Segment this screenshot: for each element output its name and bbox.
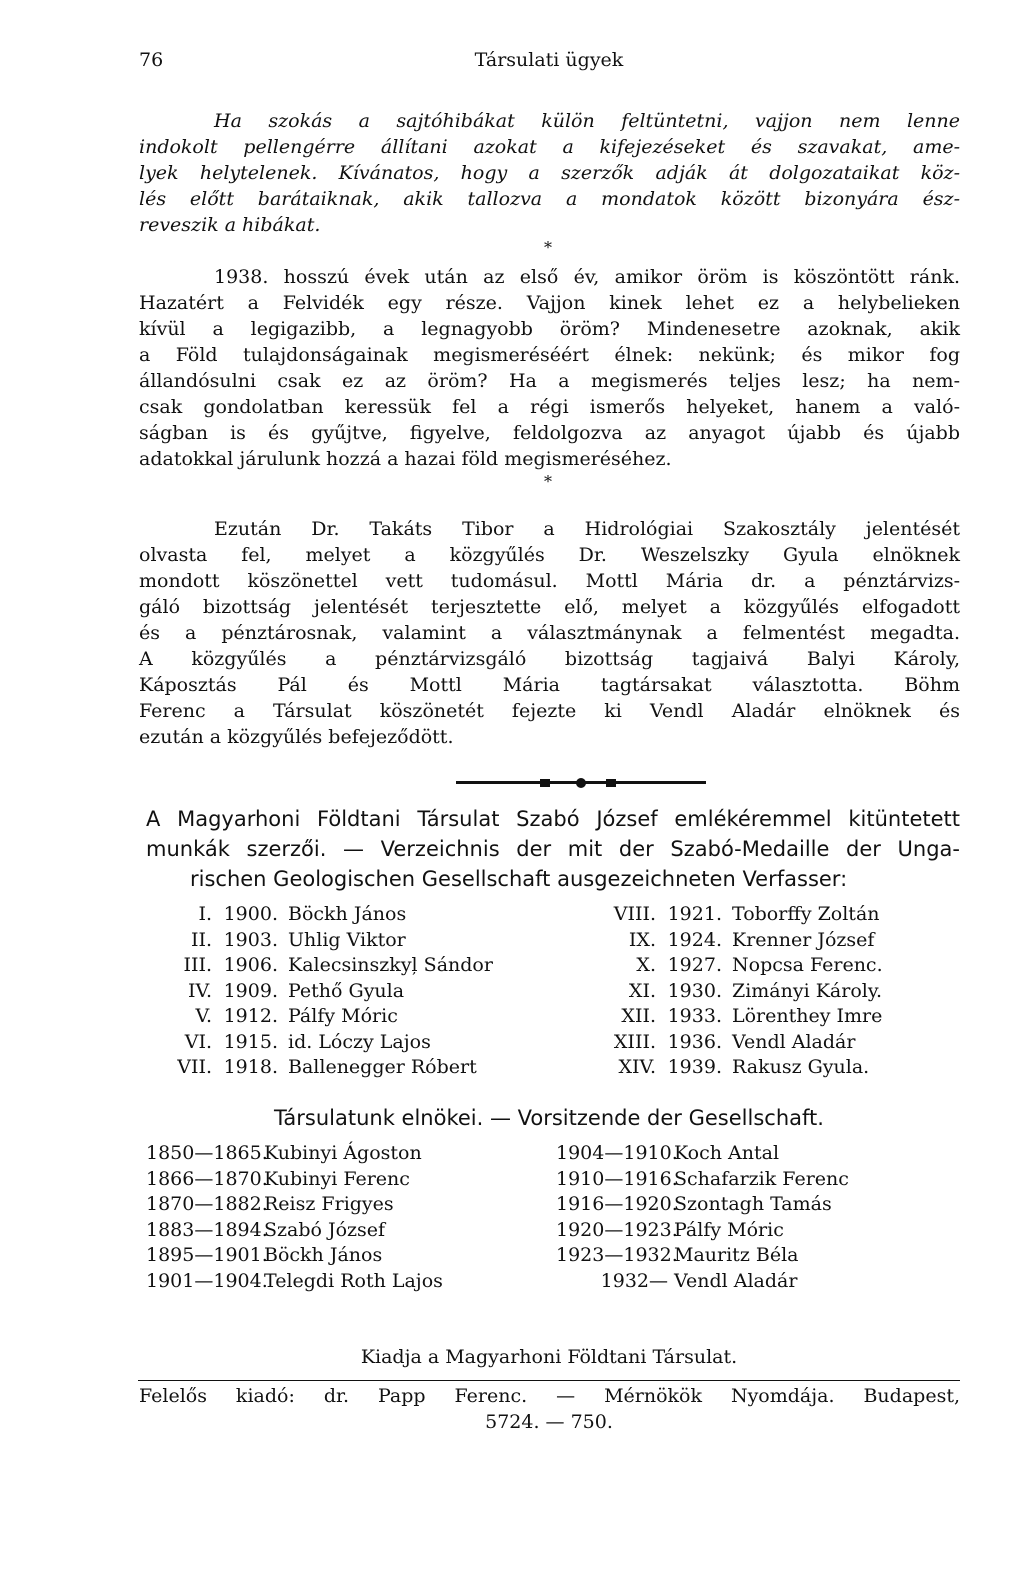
awardee-row [168, 952, 493, 978]
president-row [556, 1268, 797, 1294]
awardee-row [168, 1029, 431, 1055]
paragraph-line: olvasta fel, melyet a közgyűlés Dr. Weszelszky Gyula elnöknek [139, 544, 960, 566]
heading-line: A Magyarhoni Földtani Társulat Szabó József emlékéremmel kitüntetett [146, 807, 960, 831]
president-name: Böckh János [264, 1244, 383, 1266]
section-separator: * [544, 472, 552, 491]
awardee-name: Ballenegger Róbert [288, 1056, 477, 1078]
paragraph-line: adatokkal járulunk hozzá a hazai föld megismeréséhez. [139, 448, 672, 470]
term-years: 1850—1865. [146, 1142, 268, 1164]
roman-numeral: XII. [621, 1005, 656, 1027]
term-years: 1920—1923. [556, 1218, 678, 1241]
awardee-row [168, 978, 404, 1004]
president-name: Pálfy Móric [674, 1218, 784, 1241]
responsible-publisher-line: Felelős kiadó: dr. Papp Ferenc. — Mérnökök Nyomdája. Budapest, [139, 1385, 960, 1407]
paragraph-line: 1938. hosszú évek után az első év, amikor öröm is köszöntött ránk. [214, 266, 960, 288]
awardee-name: Toborffy Zoltán [732, 903, 880, 925]
roman-numeral: VI. [184, 1030, 212, 1053]
running-title: Társulati ügyek [474, 49, 624, 71]
award-year: 1930. [667, 979, 722, 1002]
term-years: 1904—1910. [556, 1142, 678, 1164]
paragraph-line: indokolt pellengérre állítani azokat a kifejezéseket és szavakat, ame- [139, 136, 960, 158]
president-row [556, 1140, 779, 1166]
president-row [556, 1217, 784, 1243]
awardee-name: id. Lóczy Lajos [288, 1030, 431, 1053]
awardee-row [598, 1054, 869, 1080]
president-name: Kubinyi Ferenc [264, 1167, 410, 1190]
awardee-row [598, 927, 874, 953]
president-row [556, 1242, 798, 1268]
president-row [146, 1242, 382, 1268]
president-name: Schafarzik Ferenc [674, 1167, 849, 1190]
awardee-row [598, 1003, 882, 1029]
footer-rule [138, 1380, 960, 1381]
heading-line: rischen Geologischen Gesellschaft ausgezeichneten Verfasser: [190, 867, 848, 891]
roman-numeral: V. [195, 1005, 212, 1027]
term-years: 1895—1901. [146, 1244, 268, 1266]
term-years: 1883—1894. [146, 1218, 268, 1241]
awardee-name: Lörenthey Imre [732, 1005, 883, 1027]
award-year: 1915. [223, 1030, 278, 1053]
award-year: 1918. [223, 1056, 278, 1078]
award-year: 1939. [667, 1056, 722, 1078]
award-year: 1936. [667, 1030, 722, 1053]
roman-numeral: IV. [188, 979, 212, 1002]
term-years: 1916—1920. [556, 1193, 678, 1215]
awardee-name: Pálfy Móric [288, 1005, 398, 1027]
paragraph-line: lyek helytelenek. Kívánatos, hogy a szerzők adják át dolgozataikat köz- [139, 162, 960, 184]
paragraph-line: és a pénztárosnak, valamint a választmánynak a felmentést megadta. [139, 622, 960, 644]
paragraph-line: a Föld tulajdonságainak megismeréséért élnek: nekünk; és mikor fog [139, 344, 960, 366]
paragraph-line: csak gondolatban keressük fel a régi ismerős helyeket, hanem a való- [139, 396, 960, 418]
award-year: 1903. [223, 928, 278, 951]
award-year: 1924. [667, 928, 722, 951]
awardee-name: Böckh János [288, 903, 407, 925]
roman-numeral: XIV. [618, 1056, 656, 1078]
presidents-heading: Társulatunk elnökei. — Vorsitzende der Gesellschaft. [274, 1106, 824, 1130]
president-row [556, 1166, 849, 1192]
awardee-name: Zimányi Károly. [732, 979, 883, 1002]
print-number: 5724. — 750. [485, 1411, 613, 1433]
paragraph-line: kívül a legigazibb, a legnagyobb öröm? Mindenesetre azoknak, akik [139, 318, 960, 340]
roman-numeral: VII. [177, 1056, 212, 1078]
awardee-name: Nopcsa Ferenc. [732, 954, 883, 976]
paragraph-line: ezután a közgyűlés befejeződött. [139, 726, 454, 748]
awardee-row [598, 1029, 855, 1055]
award-year: 1900. [223, 903, 278, 925]
page-number: 76 [139, 49, 164, 71]
awardee-row [598, 978, 882, 1004]
roman-numeral: XIII. [613, 1030, 656, 1053]
term-years: 1910—1916. [556, 1167, 678, 1190]
paragraph-line: Ezután Dr. Takáts Tibor a Hidrológiai Szakosztály jelentését [214, 518, 960, 540]
awardee-row [168, 927, 406, 953]
awardee-name: Uhlig Viktor [288, 928, 406, 951]
paragraph-line: Káposztás Pál és Mottl Mária tagtársakat választotta. Böhm [139, 674, 960, 696]
awardee-name: Krenner József [732, 928, 875, 951]
president-name: Koch Antal [674, 1142, 780, 1164]
awardee-row [168, 901, 406, 927]
president-row [146, 1140, 422, 1166]
awardee-name: Pethő Gyula [288, 979, 405, 1002]
president-row [146, 1268, 443, 1294]
award-year: 1927. [667, 954, 722, 976]
president-name: Szabó József [264, 1218, 386, 1241]
president-row [146, 1166, 410, 1192]
president-row [146, 1217, 385, 1243]
roman-numeral: III. [183, 954, 212, 976]
president-name: Reisz Frigyes [264, 1193, 394, 1215]
roman-numeral: XI. [628, 979, 656, 1002]
paragraph-line: A közgyűlés a pénztárvizsgáló bizottság tagjaivá Balyi Károly, [139, 648, 960, 670]
awardee-name: Rakusz Gyula. [732, 1056, 870, 1078]
paragraph-line: ságban is és gyűjtve, figyelve, feldolgozva az anyagot újabb és újabb [139, 422, 960, 444]
awardee-row [168, 1054, 477, 1080]
paragraph-line: reveszik a hibákat. [139, 214, 321, 236]
awardee-row [598, 952, 883, 978]
paragraph-line: Ha szokás a sajtóhibákat külön feltüntetni, vajjon nem lenne [214, 110, 960, 132]
award-year: 1909. [223, 979, 278, 1002]
term-years: 1923—1932. [556, 1244, 678, 1266]
roman-numeral: II. [190, 928, 212, 951]
president-name: Mauritz Béla [674, 1244, 799, 1266]
section-separator: * [544, 238, 552, 257]
paragraph-line: lés előtt barátaiknak, akik tallozva a mondatok között bizonyára ész- [139, 188, 960, 210]
ornament-divider [456, 776, 706, 790]
awardee-name: Kalecsinszkyļ Sándor [288, 954, 493, 976]
president-row [146, 1191, 394, 1217]
award-year: 1933. [667, 1005, 722, 1027]
award-year: 1906. [223, 954, 278, 976]
roman-numeral: VIII. [613, 903, 656, 925]
award-year: 1921. [667, 903, 722, 925]
roman-numeral: IX. [628, 928, 656, 951]
award-year: 1912. [223, 1005, 278, 1027]
roman-numeral: I. [198, 903, 212, 925]
term-years: 1932— [600, 1269, 668, 1292]
paragraph-line: mondott köszönettel vett tudomásul. Mottl Mária dr. a pénztárvizs- [139, 570, 960, 592]
heading-line: munkák szerzői. — Verzeichnis der mit der Szabó-Medaille der Unga- [146, 837, 960, 861]
roman-numeral: X. [636, 954, 656, 976]
paragraph-line: gáló bizottság jelentését terjesztette elő, melyet a közgyűlés elfogadott [139, 596, 960, 618]
paragraph-line: állandósulni csak ez az öröm? Ha a megismerés teljes lesz; ha nem- [139, 370, 960, 392]
paragraph-line: Hazatért a Felvidék egy része. Vajjon kinek lehet ez a helybelieken [139, 292, 960, 314]
president-name: Kubinyi Ágoston [264, 1142, 422, 1164]
president-name: Telegdi Roth Lajos [264, 1269, 443, 1292]
awardee-row [598, 901, 880, 927]
paragraph-line: Ferenc a Társulat köszönetét fejezte ki Vendl Aladár elnöknek és [139, 700, 960, 722]
term-years: 1866—1870. [146, 1167, 268, 1190]
term-years: 1870—1882. [146, 1193, 268, 1215]
publisher-line: Kiadja a Magyarhoni Földtani Társulat. [360, 1346, 738, 1368]
awardee-name: Vendl Aladár [732, 1030, 856, 1053]
awardee-row [168, 1003, 398, 1029]
president-name: Vendl Aladár [674, 1269, 798, 1292]
president-row [556, 1191, 832, 1217]
term-years: 1901—1904. [146, 1269, 268, 1292]
president-name: Szontagh Tamás [674, 1193, 832, 1215]
